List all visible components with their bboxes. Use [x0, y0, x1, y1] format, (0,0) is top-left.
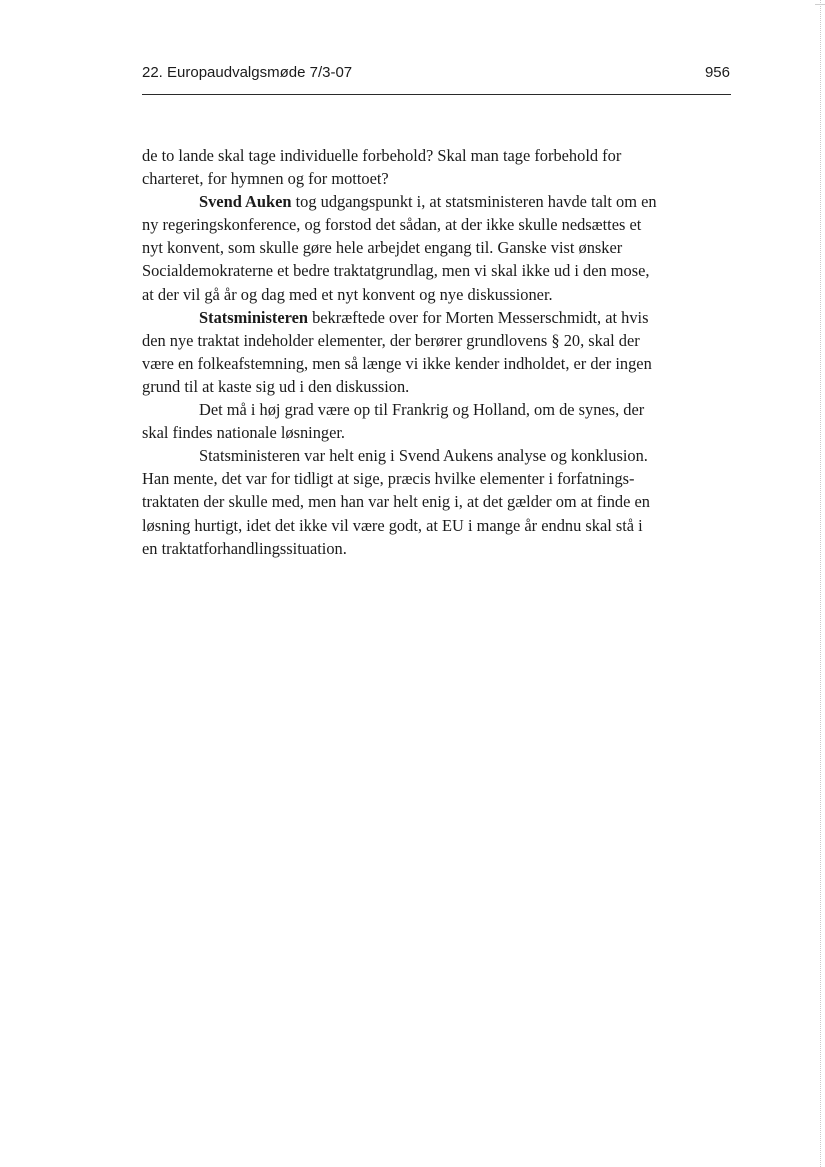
text-line: ny regeringskonference, og forstod det sådan, at der ikke skulle nedsættes et [142, 215, 642, 235]
text-line: at der vil gå år og dag med et nyt konvent og nye diskussioner. [142, 284, 553, 304]
paragraph-1 [142, 144, 732, 190]
header-divider [142, 94, 731, 95]
document-body [142, 144, 732, 560]
text-line: Han mente, det var for tidligt at sige, præcis hvilke elementer i forfatnings- [142, 469, 635, 489]
text-line [142, 306, 732, 329]
paragraph-3 [142, 306, 732, 398]
speaker-name: Statsministeren [199, 307, 308, 327]
text-line: løsning hurtigt, idet det ikke vil være godt, at EU i mange år endnu skal stå i [142, 515, 643, 535]
running-title: 22. Europaudvalgsmøde 7/3-07 [142, 64, 353, 81]
text-line: være en folkeafstemning, men så længe vi ikke kender indholdet, er der ingen [142, 353, 652, 373]
paragraph-4 [142, 398, 732, 444]
text-line: nyt konvent, som skulle gøre hele arbejdet engang til. Ganske vist ønsker [142, 238, 623, 258]
text-line: de to lande skal tage individuelle forbehold? Skal man tage forbehold for [142, 146, 622, 165]
page-header [142, 64, 730, 88]
text-line: den nye traktat indeholder elementer, der berører grundlovens § 20, skal der [142, 330, 640, 350]
text-line: grund til at kaste sig ud i den diskussion. [142, 376, 410, 396]
text-line: Statsministeren var helt enig i Svend Aukens analyse og konklusion. [199, 446, 648, 466]
line-text: bekræftede over for Morten Messerschmidt, at hvis [307, 307, 649, 327]
text-line: Det må i høj grad være op til Frankrig og Holland, om de synes, der [199, 400, 645, 420]
text-line: Socialdemokraterne et bedre traktatgrundlag, men vi skal ikke ud i den mose, [142, 261, 650, 281]
scan-corner-mark [815, 4, 825, 5]
page-number: 956 [704, 64, 730, 81]
text-line: traktaten der skulle med, men han var helt enig i, at det gælder om at finde en [142, 492, 650, 512]
text-line: skal findes nationale løsninger. [142, 423, 346, 443]
text-line: charteret, for hymnen og for mottoet? [142, 169, 389, 189]
line-text: tog udgangspunkt i, at statsministeren havde talt om en [291, 192, 657, 212]
paragraph-5 [142, 444, 732, 559]
text-line: en traktatforhandlingssituation. [142, 538, 347, 558]
scan-edge-mark [820, 0, 821, 1167]
speaker-name: Svend Auken [199, 192, 292, 212]
paragraph-2 [142, 190, 732, 305]
text-line [142, 190, 732, 213]
